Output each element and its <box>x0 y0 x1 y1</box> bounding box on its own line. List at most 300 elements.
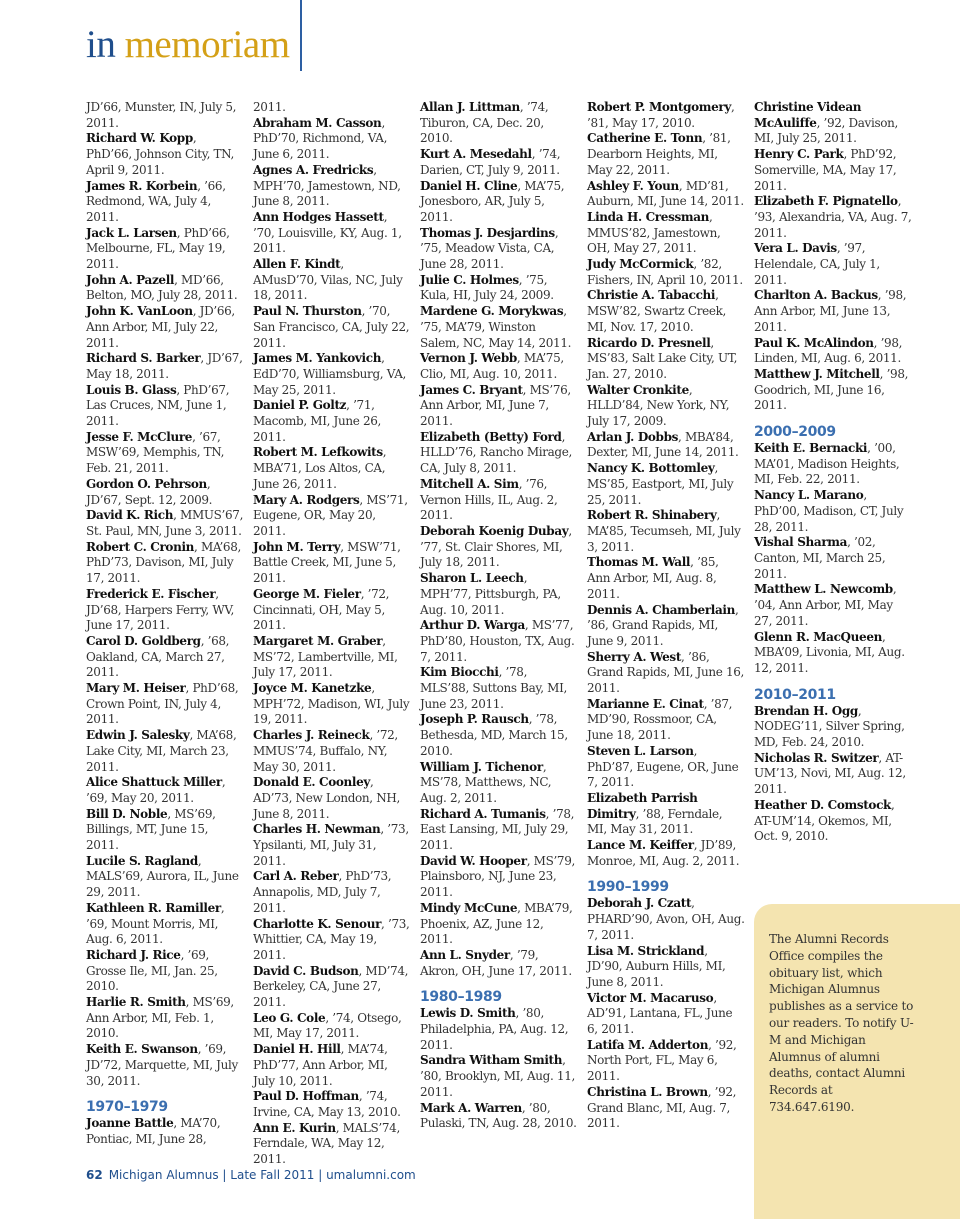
entry-details: , ’78, Bethesda, MD, March 15, 2010. <box>420 712 568 758</box>
alumnus-name: Abraham M. Casson <box>253 115 382 130</box>
obituary-entry <box>253 728 411 775</box>
alumnus-name: Kim Biocchi <box>420 665 499 680</box>
alumnus-name: George M. Fieler <box>253 586 361 601</box>
obituary-entry <box>86 304 244 351</box>
alumni-records-notice <box>754 904 960 1219</box>
obituary-entry <box>253 100 411 116</box>
entry-details: , ’81, May 17, 2010. <box>587 100 735 130</box>
alumnus-name: Elizabeth F. Pignatello <box>754 194 898 209</box>
alumnus-name: Harlie R. Smith <box>86 995 186 1010</box>
obituary-entry <box>587 131 745 178</box>
alumnus-name: Allen F. Kindt <box>253 257 341 272</box>
obituary-entry <box>420 477 578 524</box>
alumnus-name: Nancy L. Marano <box>754 488 864 503</box>
obituary-column-2 <box>253 100 411 1168</box>
entry-details: , MS’83, Salt Lake City, UT, Jan. 27, 2010. <box>587 335 738 381</box>
obituary-entry <box>86 430 244 477</box>
entry-details: , ’97, Helendale, CA, July 1, 2011. <box>754 241 880 287</box>
alumnus-name: Richard S. Barker <box>86 351 201 366</box>
entry-details: , PhD’00, Madison, CT, July 28, 2011. <box>754 488 904 534</box>
obituary-entry <box>587 1038 745 1085</box>
entry-details: , ’67, MSW’69, Memphis, TN, Feb. 21, 2011. <box>86 429 225 476</box>
obituary-entry <box>587 210 745 257</box>
obituary-entry <box>754 535 912 582</box>
alumnus-name: Nancy K. Bottomley <box>587 461 715 476</box>
obituary-entry <box>420 807 578 854</box>
obituary-entry <box>754 582 912 629</box>
obituary-entry <box>86 508 244 539</box>
entry-details: , MS’78, Matthews, NC, Aug. 2, 2011. <box>420 759 552 805</box>
entry-details: , MS’72, Lambertville, MI, July 17, 2011. <box>253 633 398 680</box>
obituary-entry <box>253 210 411 257</box>
entry-details: , ’98, Ann Arbor, MI, June 13, 2011. <box>754 288 907 334</box>
obituary-entry <box>754 704 912 751</box>
entry-details: , NODEG’11, Silver Spring, MD, Feb. 24, 2010. <box>754 703 905 750</box>
obituary-entry <box>420 948 578 979</box>
obituary-entry <box>86 131 244 178</box>
alumnus-name: Christina L. Brown <box>587 1084 708 1099</box>
entry-details: , MA’68, Lake City, MI, March 23, 2011. <box>86 728 237 774</box>
alumnus-name: Mark A. Warren <box>420 1100 522 1115</box>
entry-details: , JD’67, Sept. 12, 2009. <box>86 476 213 507</box>
obituary-entry <box>754 367 912 414</box>
obituary-entry <box>754 194 912 241</box>
obituary-column-4 <box>587 100 745 1132</box>
entry-details: , ’04, Ann Arbor, MI, May 27, 2011. <box>754 582 897 628</box>
obituary-entry <box>754 288 912 335</box>
alumnus-name: Henry C. Park <box>754 147 844 162</box>
obituary-entry <box>253 1042 411 1089</box>
alumnus-name: Latifa M. Adderton <box>587 1037 709 1052</box>
alumnus-name: Matthew L. Newcomb <box>754 582 893 597</box>
entry-details: , ’82, Fishers, IN, April 10, 2011. <box>587 257 743 287</box>
alumnus-name: Christie A. Tabacchi <box>587 288 716 303</box>
alumnus-name: Robert R. Shinabery <box>587 508 717 523</box>
obituary-entry <box>253 964 411 1011</box>
entry-details: , ’98, Linden, MI, Aug. 6, 2011. <box>754 335 903 366</box>
alumnus-name: Joyce M. Kanetzke <box>253 681 372 696</box>
alumnus-name: Daniel H. Hill <box>253 1042 341 1057</box>
alumnus-name: Dennis A. Chamberlain <box>587 602 736 617</box>
obituary-entry <box>253 257 411 304</box>
alumnus-name: Joseph P. Rausch <box>420 712 529 727</box>
alumnus-name: Carl A. Reber <box>253 869 339 884</box>
alumnus-name: Walter Cronkite <box>587 382 689 397</box>
header-divider <box>300 0 302 71</box>
obituary-entry <box>86 273 244 304</box>
page-title <box>86 22 290 68</box>
obituary-entry <box>754 630 912 677</box>
alumnus-name: Robert M. Lefkowits <box>253 445 383 460</box>
obituary-entry <box>754 100 912 147</box>
obituary-entry <box>86 100 244 131</box>
alumnus-name: Deborah Koenig Dubay <box>420 523 569 538</box>
entry-details: , ’69, JD’72, Marquette, MI, July 30, 2011. <box>86 1042 238 1088</box>
entry-details: , ’70, Louisville, KY, Aug. 1, 2011. <box>253 209 402 256</box>
entry-details: , ’74, Darien, CT, July 9, 2011. <box>420 147 561 177</box>
obituary-entry <box>253 917 411 964</box>
alumnus-name: Charlton A. Backus <box>754 288 878 303</box>
entry-details: , MS’71, Eugene, OR, May 20, 2011. <box>253 492 408 538</box>
alumnus-name: David C. Budson <box>253 963 359 978</box>
alumnus-name: Robert P. Montgomery <box>587 100 732 114</box>
obituary-entry <box>86 681 244 728</box>
entry-details: , ’74, Tiburon, CA, Dec. 20, 2010. <box>420 100 549 146</box>
alumnus-name: Matthew J. Mitchell <box>754 366 880 381</box>
entry-details: , MBA’71, Los Altos, CA, June 26, 2011. <box>253 445 387 491</box>
entry-details: , MPH’77, Pittsburgh, PA, Aug. 10, 2011. <box>420 571 561 617</box>
entry-details: , ’78, East Lansing, MI, July 29, 2011. <box>420 806 575 853</box>
alumnus-name: Richard J. Rice <box>86 947 181 962</box>
obituary-entry <box>587 991 745 1038</box>
alumnus-name: Christine Videan McAuliffe <box>754 100 862 130</box>
alumnus-name: Mary A. Rodgers <box>253 492 360 507</box>
obituary-entry <box>587 257 745 288</box>
obituary-entry <box>253 445 411 492</box>
obituary-entry <box>420 1006 578 1053</box>
entry-details: , EdD’70, Williamsburg, VA, May 25, 2011. <box>253 351 406 397</box>
obituary-entry <box>253 116 411 163</box>
alumnus-name: Mardene G. Morykwas <box>420 304 564 319</box>
decade-heading: 1990–1999 <box>587 879 669 896</box>
obituary-entry <box>86 995 244 1042</box>
obituary-entry <box>420 1101 578 1132</box>
alumnus-name: Mindy McCune <box>420 900 518 915</box>
obituary-entry <box>587 744 745 791</box>
alumnus-name: Keith E. Bernacki <box>754 441 868 456</box>
alumnus-name: Nicholas R. Switzer <box>754 750 879 765</box>
alumnus-name: Kathleen R. Ramiller <box>86 900 221 915</box>
entry-details: , MSW’71, Battle Creek, MI, June 5, 2011. <box>253 539 401 586</box>
obituary-entry <box>587 100 745 131</box>
alumnus-name: Vernon J. Webb <box>420 351 517 366</box>
alumnus-name: David K. Rich <box>86 508 174 523</box>
entry-details: , MBA’79, Phoenix, AZ, June 12, 2011. <box>420 900 573 947</box>
entry-details: , AT-UM’14, Okemos, MI, Oct. 9, 2010. <box>754 797 895 844</box>
alumnus-name: Glenn R. MacQueen <box>754 629 882 644</box>
alumnus-name: Daniel H. Cline <box>420 178 518 193</box>
alumnus-name: Joanne Battle <box>86 1116 174 1131</box>
obituary-entry <box>587 791 745 838</box>
alumnus-name: Judy McCormick <box>587 257 694 272</box>
obituary-entry <box>587 1085 745 1132</box>
obituary-column-5 <box>754 100 912 845</box>
entry-details: , ’77, St. Clair Shores, MI, July 18, 2011. <box>420 523 572 570</box>
entry-details: , MMUS’67, St. Paul, MN, June 3, 2011. <box>86 508 244 538</box>
alumnus-name: Catherine E. Tonn <box>587 131 703 146</box>
obituary-entry <box>587 430 745 461</box>
entry-details: , ’92, North Port, FL, May 6, 2011. <box>587 1037 737 1084</box>
entry-details: , PhD’70, Richmond, VA, June 6, 2011. <box>253 115 388 162</box>
obituary-entry <box>420 524 578 571</box>
alumnus-name: Vishal Sharma <box>754 535 848 550</box>
entry-details: , ’88, Ferndale, MI, May 31, 2011. <box>587 806 723 837</box>
obituary-entry <box>754 441 912 488</box>
obituary-entry <box>86 1116 244 1147</box>
alumnus-name: Sharon L. Leech <box>420 571 524 586</box>
obituary-entry <box>420 304 578 351</box>
obituary-entry <box>86 351 244 382</box>
alumnus-name: Frederick E. Fischer <box>86 586 216 601</box>
alumnus-name: Charlotte K. Senour <box>253 916 382 931</box>
entry-details: , JD’89, Monroe, MI, Aug. 2, 2011. <box>587 838 740 868</box>
obituary-entry <box>420 100 578 147</box>
obituary-entry <box>86 854 244 901</box>
alumnus-name: Thomas J. Desjardins <box>420 225 555 240</box>
notice-text: The Alumni Records Office compiles the obituary list, which Michigan Alumnus publishes as a service to our readers. To notify U-M and Michigan Alumnus of alumni deaths, contact Alumni Records at 734.647.6190. <box>769 932 914 1114</box>
alumnus-name: Arlan J. Dobbs <box>587 429 679 444</box>
alumnus-name: Paul K. McAlindon <box>754 335 874 350</box>
obituary-entry <box>86 1042 244 1089</box>
obituary-entry <box>587 697 745 744</box>
obituary-entry <box>420 854 578 901</box>
alumnus-name: Vera L. Davis <box>754 241 837 256</box>
obituary-entry <box>587 944 745 991</box>
obituary-entry <box>587 603 745 650</box>
alumnus-name: Jack L. Larsen <box>86 225 177 240</box>
entry-details: , ’68, Oakland, CA, March 27, 2011. <box>86 633 230 680</box>
entry-details: , ’79, Akron, OH, June 17, 2011. <box>420 947 572 978</box>
alumnus-name: Paul D. Hoffman <box>253 1089 359 1104</box>
entry-details: , PhD’66, Melbourne, FL, May 19, 2011. <box>86 225 230 272</box>
entry-details: , MS’79, Plainsboro, NJ, June 23, 2011. <box>420 853 575 900</box>
page-header <box>86 22 290 72</box>
alumnus-name: William J. Tichenor <box>420 759 543 774</box>
alumnus-name: Donald E. Coonley <box>253 775 371 790</box>
decade-heading: 1980–1989 <box>420 989 502 1006</box>
entry-details: , ’75, MA’79, Winston Salem, NC, May 14, 2011. <box>420 304 572 350</box>
entry-details: , MD’66, Belton, MO, July 28, 2011. <box>86 272 238 303</box>
entry-details: , MD’81, Auburn, MI, June 14, 2011. <box>587 178 744 209</box>
obituary-entry <box>420 901 578 948</box>
entry-details: , AT-UM’13, Novi, MI, Aug. 12, 2011. <box>754 750 906 797</box>
alumnus-name: Lance M. Keiffer <box>587 838 694 853</box>
entry-details: , PhD’66, Johnson City, TN, April 9, 2011. <box>86 131 235 177</box>
entry-details: , JD’68, Harpers Ferry, WV, June 17, 2011. <box>86 586 235 633</box>
obituary-entry <box>587 896 745 943</box>
obituary-entry <box>420 571 578 618</box>
obituary-entry <box>420 712 578 759</box>
alumnus-name: Paul N. Thurston <box>253 304 362 319</box>
obituary-entry <box>587 383 745 430</box>
obituary-entry <box>86 477 244 508</box>
page-number: 62 <box>86 1168 103 1182</box>
obituary-entry <box>754 336 912 367</box>
alumnus-name: John A. Pazell <box>86 272 175 287</box>
alumnus-name: Arthur D. Warga <box>420 618 525 633</box>
alumnus-name: Thomas M. Wall <box>587 555 691 570</box>
obituary-entry <box>587 508 745 555</box>
obituary-entry <box>253 1011 411 1042</box>
obituary-entry <box>86 540 244 587</box>
decade-heading: 2010–2011 <box>754 686 836 703</box>
entry-details: , MSW’82, Swartz Creek, MI, Nov. 17, 2010. <box>587 288 726 334</box>
entry-details: , ’76, Vernon Hills, IL, Aug. 2, 2011. <box>420 476 558 523</box>
obituary-entry <box>86 383 244 430</box>
obituary-entry <box>587 838 745 869</box>
entry-details: , JD’90, Auburn Hills, MI, June 8, 2011. <box>587 943 726 989</box>
alumnus-name: Kurt A. Mesedahl <box>420 147 532 162</box>
entry-details: , JD’66, Ann Arbor, MI, July 22, 2011. <box>86 304 235 350</box>
alumnus-name: Marianne E. Cinat <box>587 696 704 711</box>
obituary-entry <box>253 634 411 681</box>
obituary-entry <box>253 587 411 634</box>
entry-details: , ’70, San Francisco, CA, July 22, 2011. <box>253 304 410 350</box>
alumnus-name: Victor M. Macaruso <box>587 990 714 1005</box>
obituary-entry <box>86 948 244 995</box>
entry-details: , ’85, Ann Arbor, MI, Aug. 8, 2011. <box>587 555 719 601</box>
alumnus-name: Ann E. Kurin <box>253 1120 336 1135</box>
alumnus-name: Margaret M. Graber <box>253 633 383 648</box>
entry-details: , ’69, Mount Morris, MI, Aug. 6, 2011. <box>86 900 225 947</box>
obituary-entry <box>420 430 578 477</box>
obituary-entry <box>754 751 912 798</box>
alumnus-name: Louis B. Glass <box>86 382 177 397</box>
entry-details: , MA’75, Clio, MI, Aug. 10, 2011. <box>420 351 564 381</box>
obituary-entry <box>253 1089 411 1120</box>
entry-details: , ’98, Goodrich, MI, June 16, 2011. <box>754 366 909 413</box>
entry-details: , ’73, Whittier, CA, May 19, 2011. <box>253 916 410 962</box>
title-memoriam: memoriam <box>124 23 290 66</box>
entry-details: , ’75, Kula, HI, July 24, 2009. <box>420 272 554 303</box>
alumnus-name: Richard A. Tumanis <box>420 806 546 821</box>
entry-details: , MS’76, Ann Arbor, MI, June 7, 2011. <box>420 382 571 429</box>
alumnus-name: James M. Yankovich <box>253 351 382 366</box>
entry-details: , ’80, Philadelphia, PA, Aug. 12, 2011. <box>420 1006 569 1052</box>
entry-details: , MA’75, Jonesboro, AR, July 5, 2011. <box>420 178 565 224</box>
obituary-entry <box>420 179 578 226</box>
alumnus-name: Mary M. Heiser <box>86 681 186 696</box>
alumnus-name: Sherry A. West <box>587 649 682 664</box>
alumnus-name: Jesse F. McClure <box>86 429 193 444</box>
entry-details: , PhD’87, Eugene, OR, June 7, 2011. <box>587 743 739 790</box>
entry-details: , PhD’73, Annapolis, MD, July 7, 2011. <box>253 869 392 915</box>
alumnus-name: Carol D. Goldberg <box>86 633 201 648</box>
page-footer <box>86 1168 416 1182</box>
alumnus-name: James R. Korbein <box>86 178 198 193</box>
alumnus-name: Heather D. Comstock <box>754 797 892 812</box>
obituary-entry <box>420 760 578 807</box>
obituary-entry <box>253 398 411 445</box>
entry-details: , MA’68, PhD’73, Davison, MI, July 17, 2011. <box>86 539 241 586</box>
alumnus-name: Agnes A. Fredricks <box>253 162 374 177</box>
footer-text: Michigan Alumnus | Late Fall 2011 | umalumni.com <box>108 1168 416 1182</box>
entry-details: , ’87, MD’90, Rossmoor, CA, June 18, 2011. <box>587 696 733 743</box>
alumnus-name: Edwin J. Salesky <box>86 728 190 743</box>
obituary-entry <box>253 163 411 210</box>
alumnus-name: Elizabeth (Betty) Ford <box>420 429 562 444</box>
entry-details: JD’66, Munster, IN, July 5, 2011. <box>86 100 237 130</box>
obituary-entry <box>253 304 411 351</box>
title-in: in <box>86 23 116 66</box>
entry-details: , ’74, Irvine, CA, May 13, 2010. <box>253 1089 401 1119</box>
entry-details: , MD’74, Berkeley, CA, June 27, 2011. <box>253 963 409 1010</box>
obituary-entry <box>86 728 244 775</box>
obituary-entry <box>86 807 244 854</box>
obituary-entry <box>253 1121 411 1168</box>
alumnus-name: John M. Terry <box>253 539 341 554</box>
entry-details: , ’75, Meadow Vista, CA, June 28, 2011. <box>420 225 559 272</box>
obituary-entry <box>754 241 912 288</box>
obituary-entry <box>420 226 578 273</box>
entry-details: , ’80, Brooklyn, MI, Aug. 11, 2011. <box>420 1053 575 1099</box>
alumnus-name: Lisa M. Strickland <box>587 943 705 958</box>
obituary-entry <box>587 179 745 210</box>
obituary-entry <box>86 634 244 681</box>
alumnus-name: Keith E. Swanson <box>86 1042 198 1057</box>
obituary-entry <box>253 493 411 540</box>
alumnus-name: Gordon O. Pehrson <box>86 476 207 491</box>
entry-details: , ’02, Canton, MI, March 25, 2011. <box>754 535 886 581</box>
decade-heading: 1970–1979 <box>86 1099 168 1116</box>
entry-details: , MBA’84, Dexter, MI, June 14, 2011. <box>587 429 739 460</box>
obituary-entry <box>420 351 578 382</box>
obituary-entry <box>754 488 912 535</box>
alumnus-name: John K. VanLoon <box>86 304 193 319</box>
obituary-entry <box>587 288 745 335</box>
entry-details: , ’00, MA’01, Madison Heights, MI, Feb. 22, 2011. <box>754 441 900 487</box>
alumnus-name: Ricardo D. Presnell <box>587 335 711 350</box>
obituary-entry <box>754 147 912 194</box>
obituary-entry <box>86 901 244 948</box>
alumnus-name: Leo G. Cole <box>253 1010 326 1025</box>
alumnus-name: Lucile S. Ragland <box>86 853 198 868</box>
alumnus-name: James C. Bryant <box>420 382 523 397</box>
obituary-entry <box>253 775 411 822</box>
entry-details: , PhD’67, Las Cruces, NM, June 1, 2011. <box>86 382 230 429</box>
obituary-entry <box>587 461 745 508</box>
obituary-entry <box>253 822 411 869</box>
obituary-entry <box>587 336 745 383</box>
entry-details: , JD’67, May 18, 2011. <box>86 351 243 381</box>
alumnus-name: Linda H. Cressman <box>587 209 710 224</box>
alumnus-name: Deborah J. Czatt <box>587 896 692 911</box>
entry-details: , ’72, Cincinnati, OH, May 5, 2011. <box>253 586 390 633</box>
obituary-entry <box>420 383 578 430</box>
obituary-entry <box>86 587 244 634</box>
entry-details: , ’66, Redmond, WA, July 4, 2011. <box>86 178 226 224</box>
alumnus-name: Richard W. Kopp <box>86 131 193 146</box>
entry-details: 2011. <box>253 100 286 114</box>
obituary-entry <box>253 351 411 398</box>
alumnus-name: Elizabeth Parrish Dimitry <box>587 790 698 821</box>
entry-details: , AMusD’70, Vilas, NC, July 18, 2011. <box>253 257 403 303</box>
entry-details: , MBA’09, Livonia, MI, Aug. 12, 2011. <box>754 629 905 675</box>
alumnus-name: Robert C. Cronin <box>86 539 195 554</box>
obituary-entry <box>420 147 578 178</box>
alumnus-name: Daniel P. Goltz <box>253 398 347 413</box>
alumnus-name: Ashley F. Youn <box>587 178 679 193</box>
entry-details: , MALS’69, Aurora, IL, June 29, 2011. <box>86 853 239 900</box>
obituary-entry <box>420 665 578 712</box>
entry-details: , ’78, MLS’88, Suttons Bay, MI, June 23, 2011. <box>420 665 567 711</box>
alumnus-name: Brendan H. Ogg <box>754 703 858 718</box>
entry-details: , ’92, Grand Blanc, MI, Aug. 7, 2011. <box>587 1084 737 1131</box>
alumnus-name: David W. Hooper <box>420 853 527 868</box>
obituary-entry <box>86 226 244 273</box>
alumnus-name: Ann Hodges Hassett <box>253 209 384 224</box>
obituary-column-3 <box>420 100 578 1132</box>
entry-details: , ’69, Grosse Ile, MI, Jan. 25, 2010. <box>86 947 218 994</box>
entry-details: , MS’85, Eastport, MI, July 25, 2011. <box>587 461 734 507</box>
entry-details: , MALS’74, Ferndale, WA, May 12, 2011. <box>253 1120 400 1167</box>
entry-details: , ’93, Alexandria, VA, Aug. 7, 2011. <box>754 194 912 240</box>
obituary-entry <box>587 650 745 697</box>
obituary-entry <box>253 681 411 728</box>
obituary-column-1 <box>86 100 244 1148</box>
entry-details: , ’74, Otsego, MI, May 17, 2011. <box>253 1010 402 1041</box>
obituary-entry <box>253 869 411 916</box>
